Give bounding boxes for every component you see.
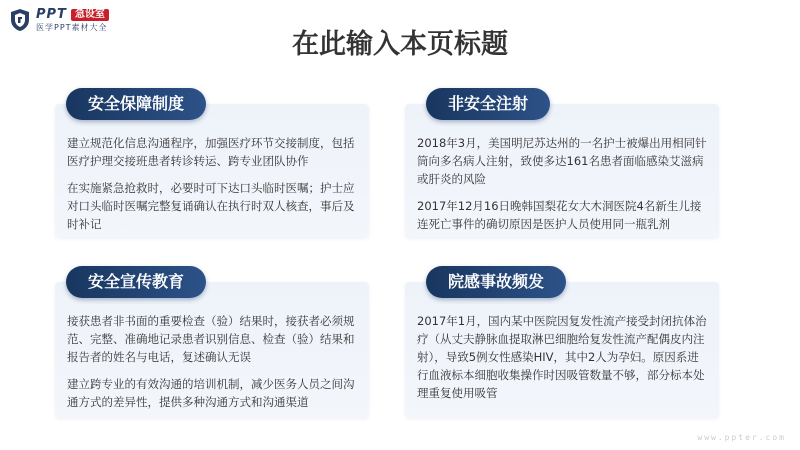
card-paragraph: 接获患者非书面的重要检查（验）结果时，接获者必须规范、完整、准确地记录患者识别信息、检查（验）结果和报告者的姓名与电话，复述确认无误 [67,314,355,364]
card-label-infection-incidents: 院感事故频发 [426,266,566,298]
card-body [417,134,707,242]
card-infection-incidents [405,282,719,418]
watermark: www.ppter.com [697,433,786,442]
card-paragraph: 2017年1月，国内某中医院因复发性流产接受封闭抗体治疗（从丈夫静脉血提取淋巴细胞给复发性流产配偶皮内注射），导致5例女性感染HIV，其中2人为孕妇。原因系进行血液标本细胞收集操作时因吸管数量不够，部分标本处理重复使用吸管 [417,314,707,400]
card-paragraph: 建立规范化信息沟通程序，加强医疗环节交接制度，包括医疗护理交接班患者转诊转运、跨专业团队协作 [67,136,355,168]
card-body [67,134,357,242]
card-paragraph: 2018年3月，美国明尼苏达州的一名护士被爆出用相同针筒向多名病人注射，致使多达161名患者面临感染艾滋病或肝炎的风险 [417,136,707,186]
page-title: 在此输入本页标题 [292,29,508,60]
card-body [67,312,357,420]
logo-subtitle: 医学PPT素材大全 [36,23,108,32]
card-unsafe-injection [405,104,719,238]
logo-brand-text: PPT [36,7,67,22]
card-label-safety-education: 安全宣传教育 [66,266,206,298]
card-safety-system [55,104,369,238]
logo-badge: 急设室 [71,9,109,21]
card-safety-education [55,282,369,418]
card-paragraph: 2017年12月16日晚韩国梨花女大木洞医院4名新生儿接连死亡事件的确切原因是医护人员使用同一瓶乳剂 [417,199,702,231]
card-label-safety-system: 安全保障制度 [66,88,206,120]
card-paragraph: 建立跨专业的有效沟通的培训机制，减少医务人员之间沟通方式的差异性，提供多种沟通方式和沟通渠道 [67,377,355,409]
card-label-unsafe-injection: 非安全注射 [426,88,550,120]
card-paragraph: 在实施紧急抢救时，必要时可下达口头临时医嘱；护士应对口头临时医嘱完整复诵确认在执行时双人核查，事后及时补记 [67,181,355,231]
card-body [417,312,707,411]
